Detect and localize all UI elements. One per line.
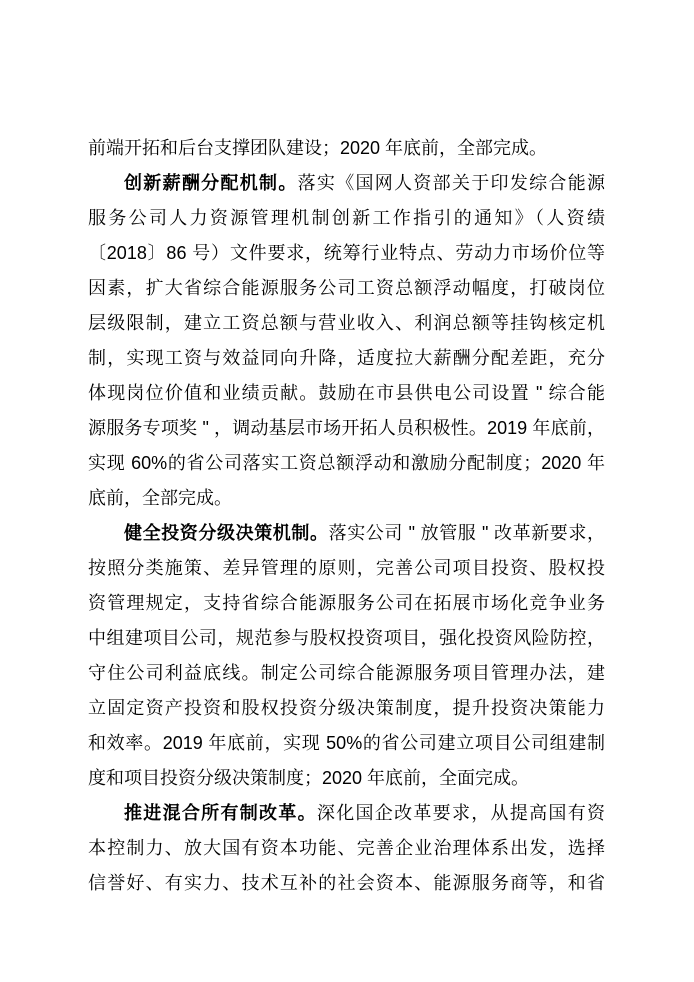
paragraph-lead-bold: 健全投资分级决策机制。 xyxy=(124,523,329,543)
paragraph-lead-bold: 推进混合所有制改革。 xyxy=(124,803,317,823)
paragraph-line: 创新薪酬分配机制。落实《国网人资部关于印发综合能源 xyxy=(124,173,605,193)
paragraph-line: 立固定资产投资和股权投资分级决策制度，提升投资决策能力 xyxy=(88,698,605,718)
paragraph-line: 源服务专项奖 " ，调动基层市场开拓人员积极性。2019 年底前， xyxy=(88,418,605,438)
paragraph-line: 资管理规定，支持省综合能源服务公司在拓展市场化竞争业务 xyxy=(88,593,605,613)
paragraph-line: 层级限制，建立工资总额与营业收入、利润总额等挂钩核定机 xyxy=(88,313,605,333)
paragraph-line: 因素，扩大省综合能源服务公司工资总额浮动幅度，打破岗位 xyxy=(88,278,605,298)
paragraph-line: 信誉好、有实力、技术互补的社会资本、能源服务商等，和省 xyxy=(88,873,605,893)
document-text-block xyxy=(88,131,605,901)
paragraph-line: 度和项目投资分级决策制度；2020 年底前，全面完成。 xyxy=(88,768,530,788)
paragraph-line: 前端开拓和后台支撑团队建设；2020 年底前，全部完成。 xyxy=(88,138,548,158)
paragraph-line: 底前，全部完成。 xyxy=(88,488,232,508)
paragraph-line: 和效率。2019 年底前，实现 50%的省公司建立项目公司组建制 xyxy=(88,733,605,753)
paragraph-line: 健全投资分级决策机制。落实公司 " 放管服 " 改革新要求， xyxy=(124,523,605,543)
paragraph-line: 服务公司人力资源管理机制创新工作指引的通知》（人资绩 xyxy=(88,208,605,228)
paragraph-line: 制，实现工资与效益同向升降，适度拉大薪酬分配差距，充分 xyxy=(88,348,605,368)
paragraph-line: 〔2018〕86 号）文件要求，统筹行业特点、劳动力市场价位等 xyxy=(88,243,605,263)
paragraph-line: 守住公司利益底线。制定公司综合能源服务项目管理办法，建 xyxy=(88,663,605,683)
paragraph-line: 实现 60%的省公司落实工资总额浮动和激励分配制度；2020 年 xyxy=(88,453,605,473)
paragraph-lead-bold: 创新薪酬分配机制。 xyxy=(124,173,298,193)
paragraph-line: 推进混合所有制改革。深化国企改革要求，从提高国有资 xyxy=(124,803,606,823)
paragraph-line: 中组建项目公司，规范参与股权投资项目，强化投资风险防控， xyxy=(88,628,605,648)
paragraph-line: 本控制力、放大国有资本功能、完善企业治理体系出发，选择 xyxy=(88,838,605,858)
paragraph-line: 体现岗位价值和业绩贡献。鼓励在市县供电公司设置 " 综合能 xyxy=(88,383,605,403)
paragraph-line: 按照分类施策、差异管理的原则，完善公司项目投资、股权投 xyxy=(88,558,605,578)
